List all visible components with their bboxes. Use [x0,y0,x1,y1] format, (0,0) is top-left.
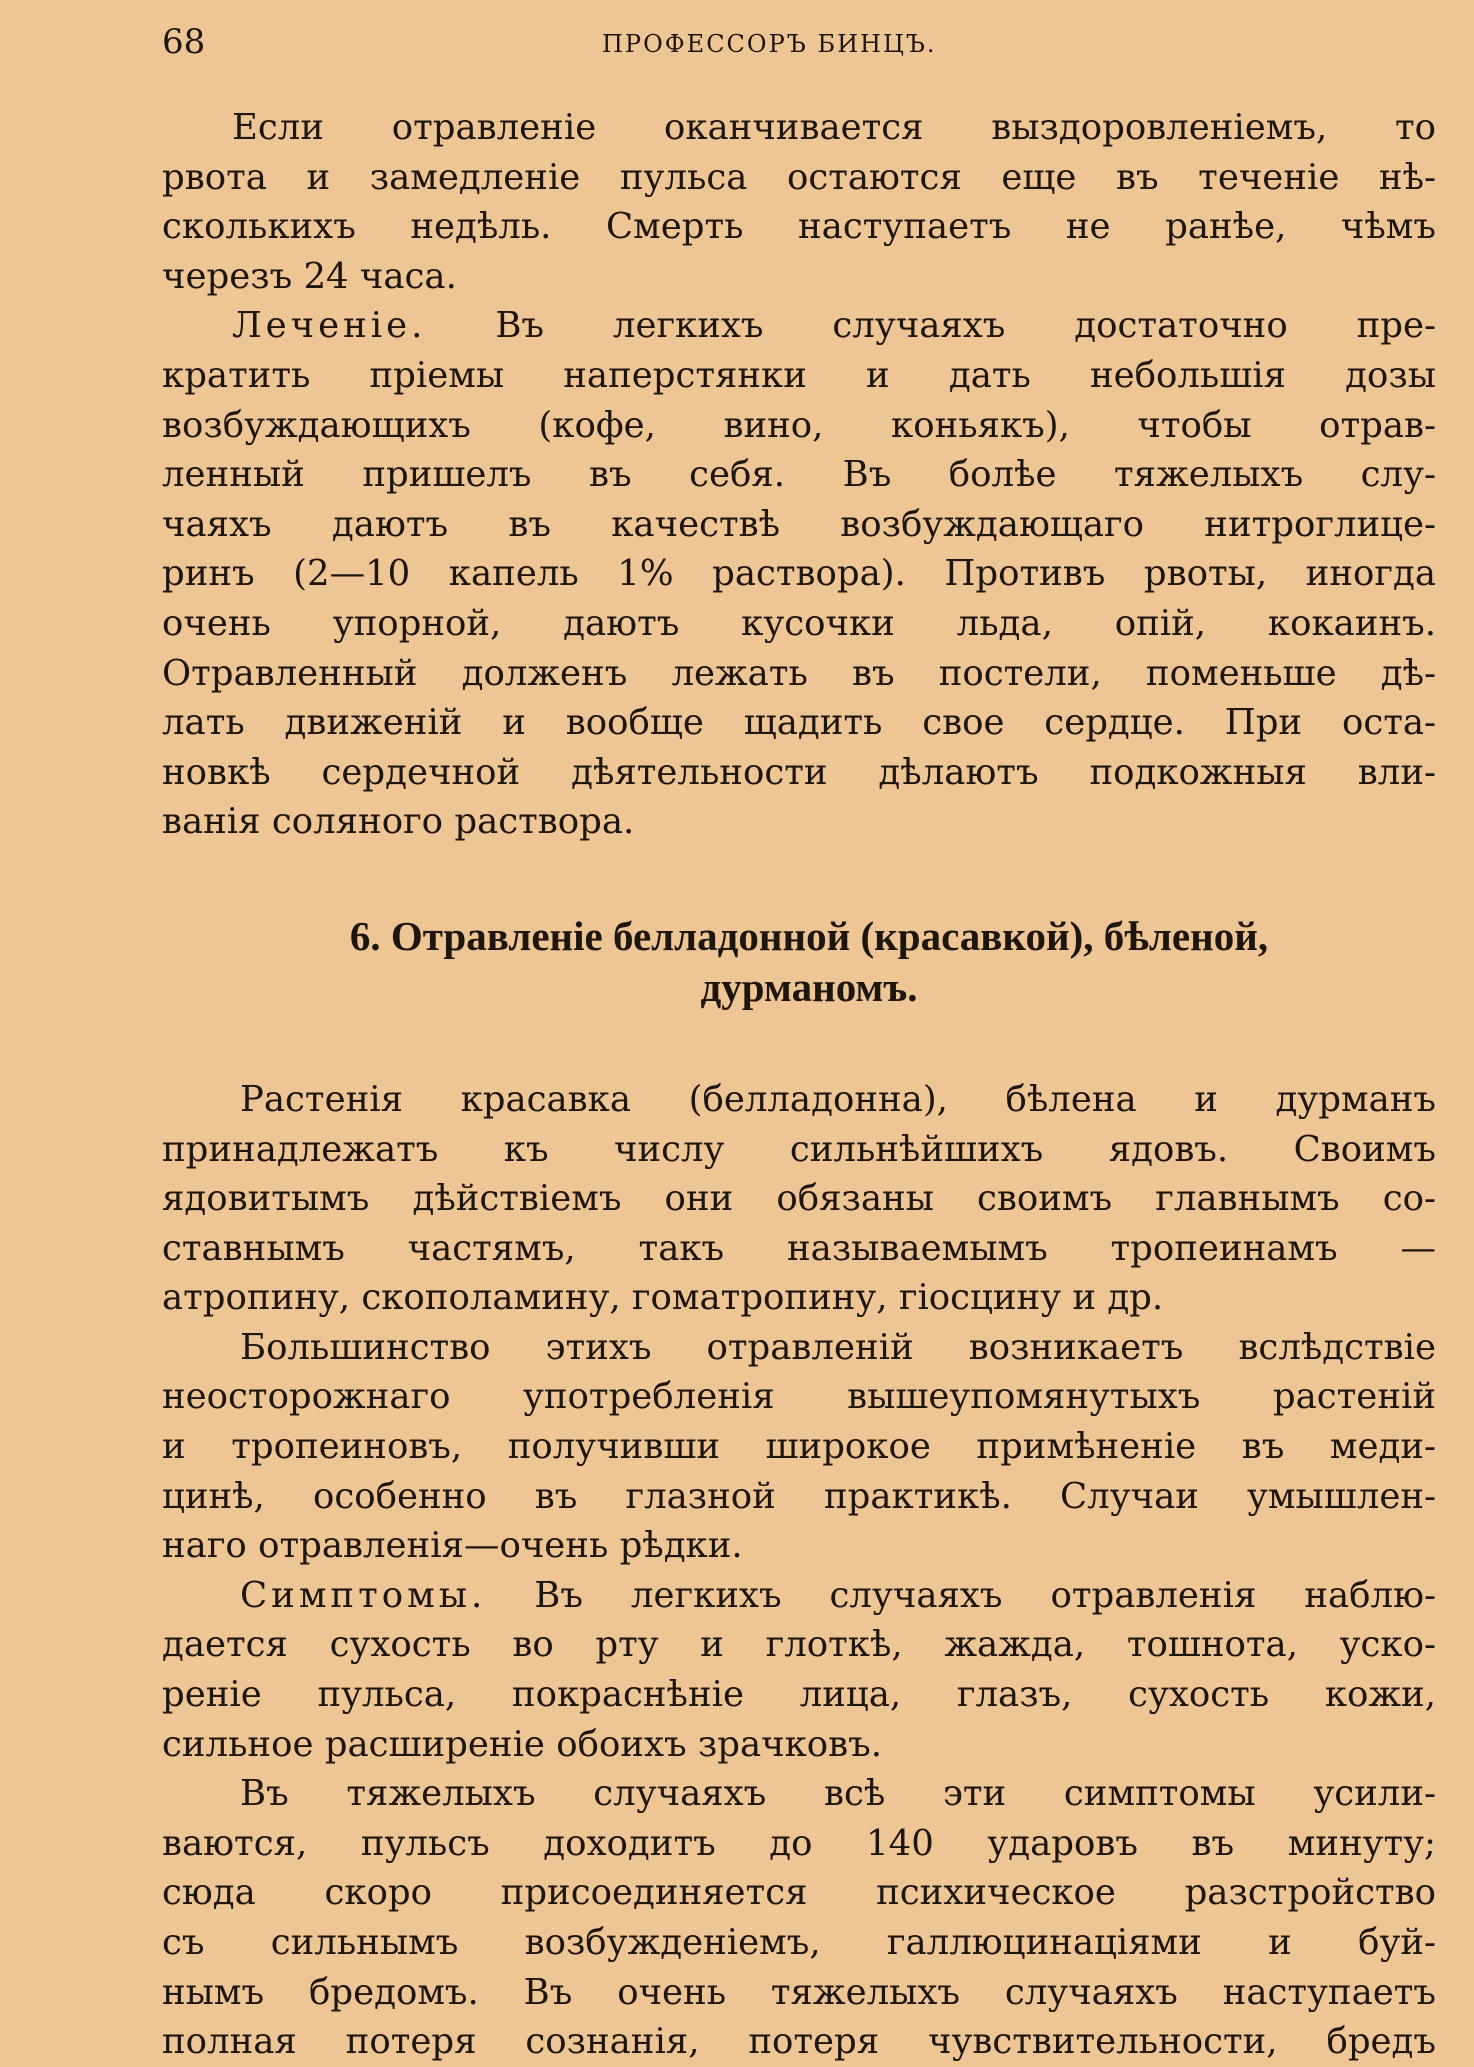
text-line: рвота и замедленіе пульса остаются еще въ теченіе нѣ- [162,156,1436,198]
text-line: ванія соляного раствора. [162,801,635,843]
text-line: сюда скоро присоединяется психическое разстройство [162,1872,1436,1914]
text-line: ваются, пульсъ доходитъ до 140 ударовъ въ минуту; [162,1822,1436,1864]
text-line: очень упорной, даютъ кусочки льда, опій, кокаинъ. [162,602,1436,644]
text-line: наго отравленія—очень рѣдки. [162,1525,743,1567]
paragraph-1 [162,103,1436,301]
text-line: ленный пришелъ въ себя. Въ болѣе тяжелыхъ слу- [162,454,1436,496]
text-line: нымъ бредомъ. Въ очень тяжелыхъ случаяхъ наступаетъ [162,1971,1436,2013]
text-line: Если отравленіе оканчивается выздоровленіемъ, то [232,107,1436,148]
text-line: Большинство этихъ отравленій возникаетъ вслѣдствіе [240,1326,1436,1368]
text-line: полная потеря сознанія, потеря чувствительности, бредъ [162,2021,1436,2063]
text-line: Отравленный долженъ лежать въ постели, поменьше дѣ- [162,652,1436,694]
paragraph-6 [162,1769,1436,2067]
section-gap [162,847,1436,911]
text-line: Въ тяжелыхъ случаяхъ всѣ эти симптомы усили- [240,1773,1436,1815]
text-line: дается сухость во рту и глоткѣ, жажда, тошнота, уско- [162,1624,1436,1666]
text-line: сколькихъ недѣль. Смерть наступаетъ не ранѣе, чѣмъ [162,206,1436,248]
text-line: черезъ 24 часа. [162,255,457,297]
text-line: атропину, скополамину, гоматропину, гіосцину и др. [162,1277,1164,1319]
page-number: 68 [162,22,206,62]
text-line: кратить пріемы наперстянки и дать небольшія дозы [162,354,1436,396]
text-line: цинѣ, особенно въ глазной практикѣ. Случаи умышлен- [162,1475,1436,1517]
text-line [162,301,1436,351]
text-line: ставнымъ частямъ, такъ называемымъ тропеинамъ — [162,1227,1436,1269]
text-span: Въ легкихъ случаяхъ достаточно пре- [426,305,1436,347]
section-heading [162,911,1436,1013]
text-line: сильное расширеніе обоихъ зрачковъ. [162,1723,883,1765]
paragraph-5 [162,1571,1436,1769]
text-line: Растенія красавка (белладонна), бѣлена и дурманъ [240,1078,1436,1120]
symptoms-lead: Симптомы. [240,1574,487,1616]
text-line: лать движеній и вообще щадить свое сердце. При оста- [162,702,1436,744]
text-line: ринъ (2—10 капель 1% раствора). Противъ рвоты, иногда [162,553,1436,595]
text-line: реніе пульса, покраснѣніе лица, глазъ, сухость кожи, [162,1674,1436,1716]
text-span: Въ легкихъ случаяхъ отравленія наблю- [486,1574,1436,1616]
text-line: ядовитымъ дѣйствіемъ они обязаны своимъ главнымъ со- [162,1178,1436,1220]
section-title-line-1: 6. Отравленіе белладонной (красавкой), бѣленой, [349,912,1269,959]
paragraph-4 [162,1323,1436,1571]
text-line: принадлежатъ къ числу сильнѣйшихъ ядовъ. Своимъ [162,1128,1436,1170]
text-line: съ сильнымъ возбужденіемъ, галлюцинаціями и буй- [162,1922,1436,1963]
text-line: неосторожнаго употребленія вышеупомянутыхъ растеній [162,1376,1436,1418]
treatment-lead: Леченіе. [232,305,427,347]
section-title-line-2: дурманомъ. [700,963,918,1010]
text-line: чаяхъ даютъ въ качествѣ возбуждающаго нитроглице- [162,503,1436,545]
section-gap [162,1013,1436,1075]
page-body [162,103,1436,2067]
text-line [162,1571,1436,1621]
paragraph-2 [162,301,1436,847]
text-line: новкѣ сердечной дѣятельности дѣлаютъ подкожныя вли- [162,751,1436,793]
running-head: ПРОФЕССОРЪ БИНЦЪ. [602,30,937,58]
paragraph-3 [162,1075,1436,1323]
page-header [162,18,1434,66]
text-line: возбуждающихъ (кофе, вино, коньякъ), чтобы отрав- [162,404,1436,446]
text-line: и тропеиновъ, получивши широкое примѣненіе въ меди- [162,1426,1436,1468]
